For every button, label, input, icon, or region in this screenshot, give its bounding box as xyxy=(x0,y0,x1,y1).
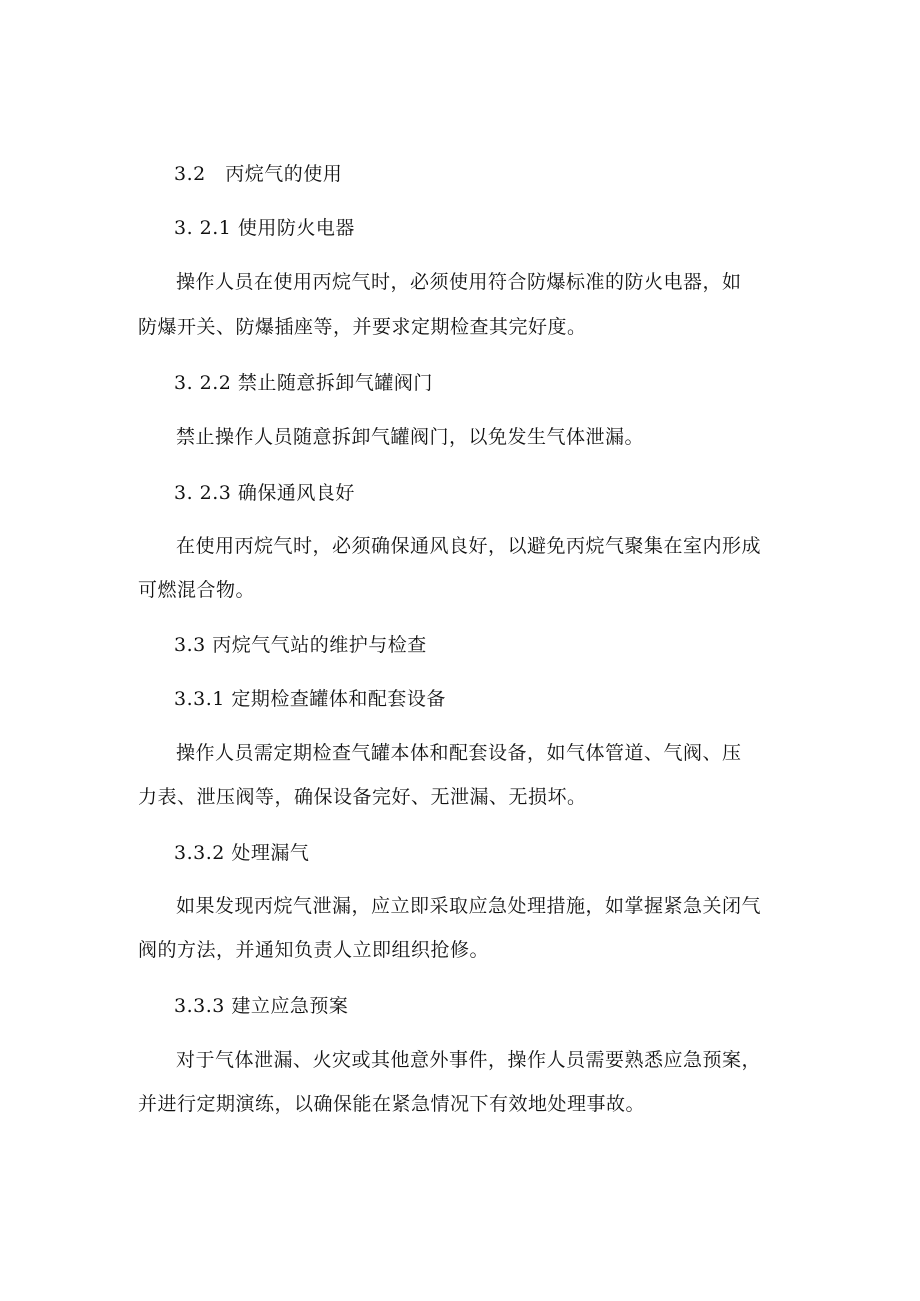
subsection-heading-3-3-2: 3.3.2 处理漏气 xyxy=(174,842,310,864)
paragraph-3-3-2-line-2: 阀的方法，并通知负责人立即组织抢修。 xyxy=(138,939,490,961)
paragraph-3-3-3-line-2: 并进行定期演练，以确保能在紧急情况下有效地处理事故。 xyxy=(138,1093,646,1115)
paragraph-3-2-3-line-1: 在使用丙烷气时，必须确保通风良好，以避免丙烷气聚集在室内形成 xyxy=(176,535,762,557)
paragraph-3-3-1-line-1: 操作人员需定期检查气罐本体和配套设备，如气体管道、气阀、压 xyxy=(176,742,742,764)
paragraph-3-3-1-line-2: 力表、泄压阀等，确保设备完好、无泄漏、无损坏。 xyxy=(138,786,587,808)
paragraph-3-3-3-line-1: 对于气体泄漏、火灾或其他意外事件，操作人员需要熟悉应急预案， xyxy=(176,1049,762,1071)
subsection-heading-3-3-1: 3.3.1 定期检查罐体和配套设备 xyxy=(174,688,446,710)
paragraph-3-2-3-line-2: 可燃混合物。 xyxy=(138,579,256,601)
paragraph-3-2-1-line-2: 防爆开关、防爆插座等，并要求定期检查其完好度。 xyxy=(138,316,587,338)
subsection-heading-3-2-2: 3. 2.2 禁止随意拆卸气罐阀门 xyxy=(174,372,433,394)
subsection-heading-3-2-3: 3. 2.3 确保通风良好 xyxy=(174,482,355,504)
subsection-heading-3-3-3: 3.3.3 建立应急预案 xyxy=(174,995,349,1017)
paragraph-3-2-2-line-1: 禁止操作人员随意拆卸气罐阀门，以免发生气体泄漏。 xyxy=(176,426,645,448)
subsection-heading-3-2-1: 3. 2.1 使用防火电器 xyxy=(174,217,355,239)
section-heading-3-2: 3.2 丙烷气的使用 xyxy=(174,163,343,185)
paragraph-3-2-1-line-1: 操作人员在使用丙烷气时，必须使用符合防爆标准的防火电器，如 xyxy=(176,271,742,293)
paragraph-3-3-2-line-1: 如果发现丙烷气泄漏，应立即采取应急处理措施，如掌握紧急关闭气 xyxy=(176,895,762,917)
section-heading-3-3: 3.3 丙烷气气站的维护与检查 xyxy=(174,634,427,656)
